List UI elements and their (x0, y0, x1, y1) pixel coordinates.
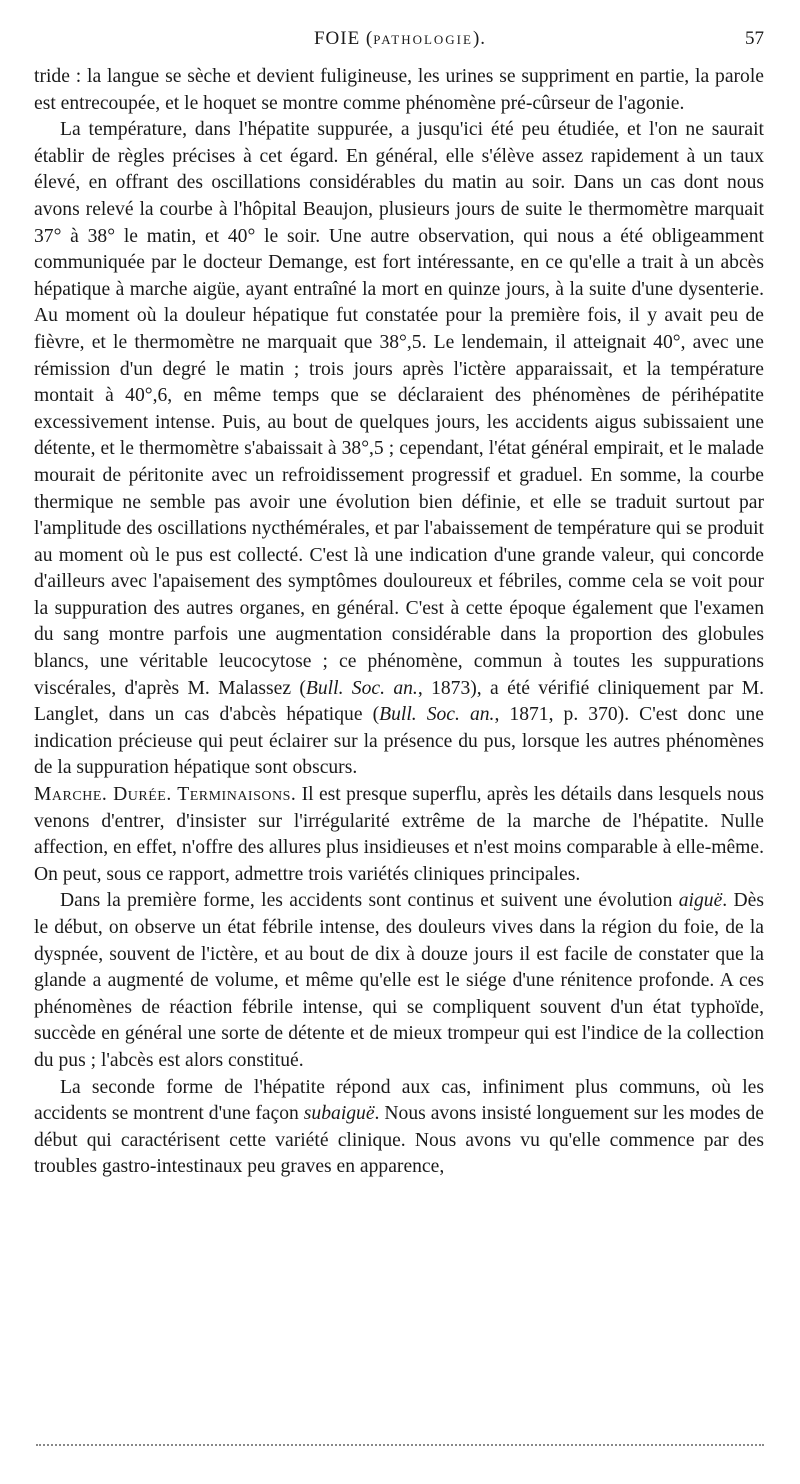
paragraph-text: . Nous avons insisté longuement sur les modes de début qui caractérisent cette variété clinique. Nous avons vu qu'elle commence par des troubles gastro-intestinaux peu graves en apparence, (34, 1103, 764, 1178)
italic-text: aiguë (678, 890, 723, 912)
paragraph-text: . Dès le début, on observe un état fébrile intense, des douleurs vives dans la région du foie, de la dyspnée, souvent de l'ictère, et au bout de dix à douze jours il est facile de constater que la glande a augmenté de volume, et même qu'elle est le siége d'une rénitence profonde. A ces phénomènes de réaction fébrile intense, qui se compliquent souvent d'un état typhoïde, succède en général une sorte de détente et de mieux trompeur qui est l'indice de la collection du pus ; l'abcès est alors constitué. (34, 890, 764, 1071)
page-number: 57 (745, 28, 764, 49)
running-title-main: FOIE ( (313, 28, 374, 49)
paragraph (34, 117, 764, 782)
paragraph-text: La température, dans l'hépatite suppurée, a jusqu'ici été peu étudiée, et l'on ne saurait établir de règles précises à cet égard. En général, elle s'élève assez rapidement à un taux élevé, en offrant des oscillations considérables du matin au soir. Dans un cas dont nous avons relevé la courbe à l'hôpital Beaujon, plusieurs jours de suite le thermomètre marquait 37° à 38° le matin, et 40° le soir. Une autre observation, qui nous a été obligeamment communiquée par le docteur Demange, est fort intéressante, en ce qu'elle a trait à un abcès hépatique à marche aigüe, ayant entraîné la mort en quinze jours, à la suite d'une dysenterie. Au moment où la douleur hépatique fut constatée pour la première fois, il y avait peu de fièvre, et le thermomètre ne marquait que 38°,5. Le lendemain, il atteignait 40°, avec une rémission d'un degré le matin ; trois jours après l'ictère apparaissait, et la température montait à 40°,6, en même temps que se déclaraient des phénomènes de périhépatite excessivement intense. Puis, au bout de quelques jours, les accidents aigus subissaient une détente, et le thermomètre s'abaissait à 38°,5 ; cependant, l'état général empirait, et le malade mourait de péritonite avec un refroidissement progressif et graduel. En somme, la courbe thermique ne semble pas avoir une évolution bien définie, et elle se traduit surtout par l'amplitude des oscillations nycthémérales, et par l'abaissement de température qui se produit au moment où le pus est collecté. C'est là une indication d'une grande valeur, qui concorde d'ailleurs avec l'apaisement des symptômes douloureux et fébriles, comme cela se voit pour la suppuration des autres organes, en général. C'est à cette époque également que l'examen du sang montre parfois une augmentation considérable dans la proportion des globules blancs, une véritable leucocytose ; ce phénomène, commun à toutes les suppurations viscérales, d'après M. Malassez ( (34, 119, 764, 699)
running-title-small-caps: PATHOLOGIE (373, 32, 473, 47)
running-header (34, 22, 766, 52)
paragraph-text: Il est presque superflu, après les détails dans lesquels nous venons d'entrer, d'insister sur l'irrégularité extrême de la marche de l'hépatite. Nulle affection, en effet, n'offre des allures plus insidieuses et n'est moins comparable à elle-même. On peut, sous ce rapport, admettre trois variétés cliniques principales. (34, 784, 764, 885)
paragraph-text: La seconde forme de l'hépatite répond aux cas, infiniment plus communs, où les accidents se montrent d'une façon (34, 1076, 764, 1125)
italic-text: subaiguë (303, 1103, 375, 1125)
paragraph (34, 888, 764, 1074)
section-heading: Marche. Durée. Terminaisons. (34, 784, 297, 806)
body-text (34, 64, 764, 1181)
italic-text: Bull. Soc. an. (305, 677, 418, 699)
paragraph-text: tride : la langue se sèche et devient fuligineuse, les urines se suppriment en partie, la parole est entrecoupée, et le hoquet se montre comme phénomène pré-cûrseur de l'agonie. (34, 66, 764, 114)
footer-dotted-rule (36, 1444, 764, 1446)
running-title-end: ). (472, 28, 487, 49)
paragraph (34, 782, 764, 888)
italic-text: Bull. Soc. an. (379, 704, 495, 726)
paragraph (34, 1075, 764, 1181)
running-title (34, 28, 766, 50)
paragraph (34, 64, 764, 117)
paragraph-text: , 1873), a été vérifié cliniquement par M. Langlet, dans un cas d'abcès hépatique ( (34, 677, 765, 726)
paragraph-text: Dans la première forme, les accidents sont continus et suivent une évolution (60, 890, 679, 912)
paragraph-text: , 1871, p. 370). C'est donc une indication précieuse qui peut éclairer sur la présence du pus, lorsque les autres phénomènes de la suppuration hépatique sont obscurs. (34, 704, 764, 779)
